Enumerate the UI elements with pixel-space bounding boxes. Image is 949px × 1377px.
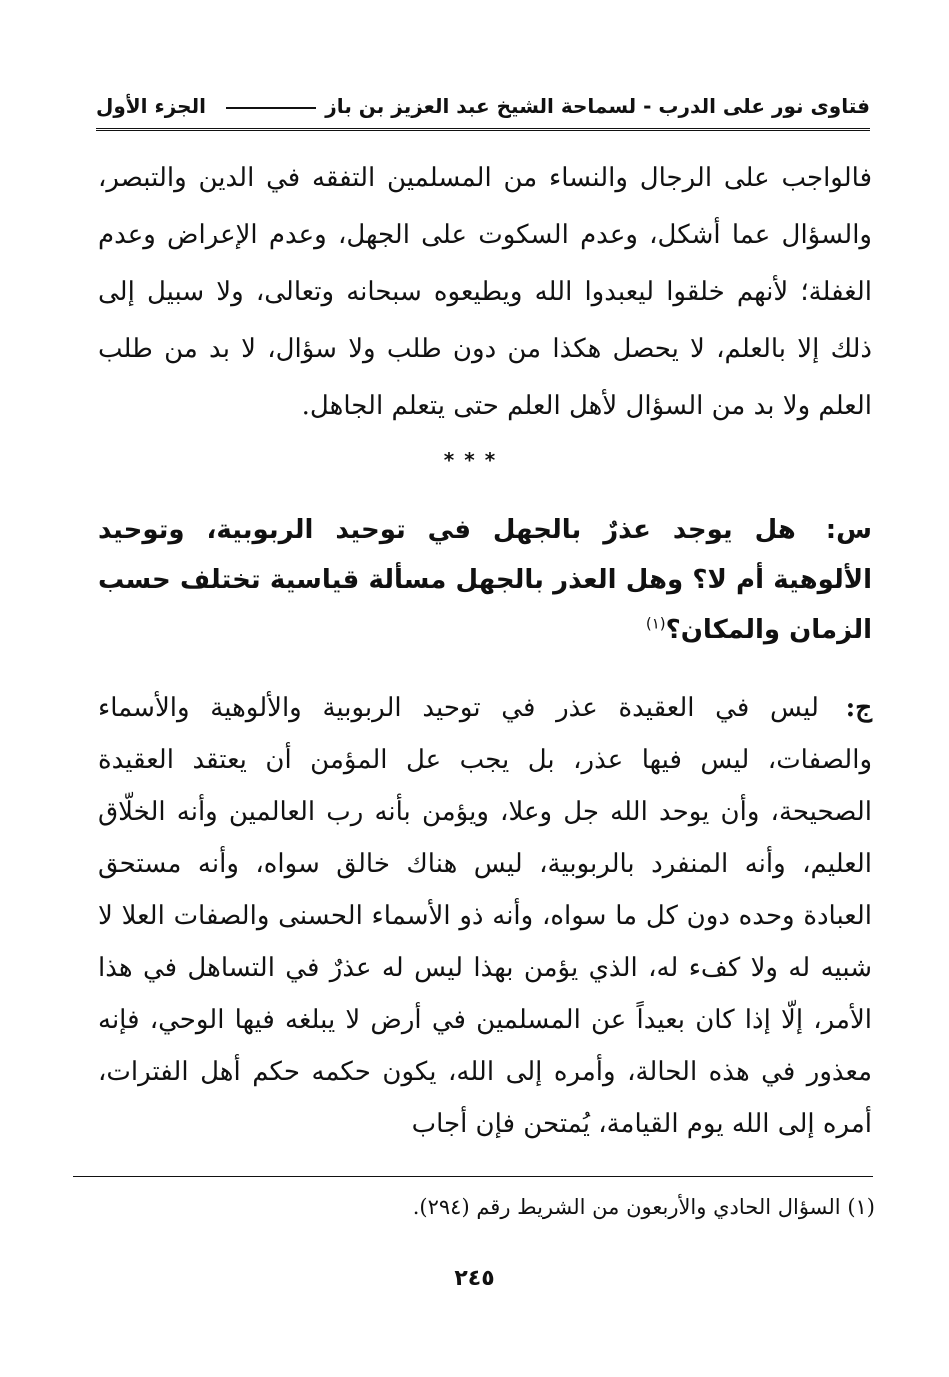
footnote-divider — [73, 1176, 873, 1177]
header-title: فتاوى نور على الدرب - لسماحة الشيخ عبد العزيز بن باز — [325, 94, 870, 118]
question-marker: س: — [825, 515, 872, 545]
answer-text: ليس في العقيدة عذر في توحيد الربوبية والألوهية والأسماء والصفات، ليس فيها عذر، بل يجب عل المؤمن أن يعتقد العقيدة الصحيحة، وأن يوحد الله جل وعلا، ويؤمن بأنه رب العالمين وأنه الخلّاق العليم، وأنه المنفرد بالربوبية، ليس هناك خالق سواه، وأنه مستحق العبادة وحده دون كل ما سواه، وأنه ذو الأسماء الحسنى والصفات العلا لا شبيه له ولا كفء له، الذي يؤمن بهذا ليس له عذرٌ في التساهل في هذا الأمر، إلّا إذا كان بعيداً عن المسلمين في أرض لا يبلغه فيها الوحي، فإنه معذور في هذه الحالة، وأمره إلى الله، يكون حكمه حكم أهل الفترات، أمره إلى الله يوم القيامة، يُمتحن فإن أجاب — [98, 693, 872, 1139]
page-number: ٢٤٥ — [454, 1266, 495, 1291]
question-block — [98, 505, 872, 655]
answer-marker: ج: — [845, 693, 872, 723]
footnote: (١) السؤال الحادي والأربعون من الشريط رقم (٢٩٤). — [412, 1195, 875, 1219]
answer-block — [98, 682, 872, 1150]
footnote-reference[interactable]: (١) — [645, 614, 666, 633]
intro-paragraph: فالواجب على الرجال والنساء من المسلمين التفقه في الدين والتبصر، والسؤال عما أشكل، وعدم السكوت على الجهل، وعدم الإعراض وعدم الغفلة؛ لأنهم خلقوا ليعبدوا الله ويطيعوه سبحانه وتعالى، ولا سبيل إلى ذلك إلا بالعلم، لا يحصل هكذا من دون طلب ولا سؤال، لا بد من طلب العلم ولا بد من السؤال لأهل العلم حتى يتعلم الجاهل. — [98, 163, 872, 421]
header-dash-line — [226, 107, 316, 109]
header-volume: الجزء الأول — [96, 94, 206, 118]
running-header — [96, 88, 870, 131]
section-separator: *** — [443, 448, 506, 472]
question-text: هل يوجد عذرٌ بالجهل في توحيد الربوبية، وتوحيد الألوهية أم لا؟ وهل العذر بالجهل مسألة قياسية تختلف حسب الزمان والمكان؟ — [98, 515, 872, 645]
